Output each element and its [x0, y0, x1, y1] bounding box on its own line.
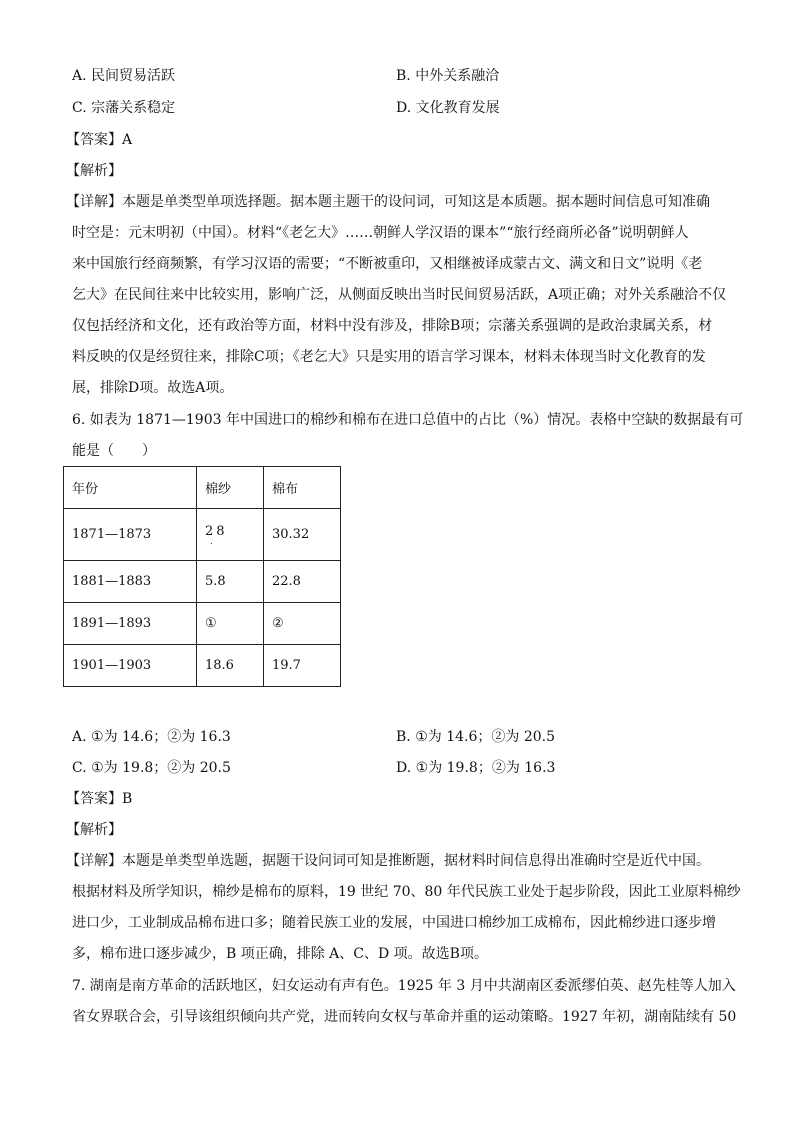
- q5-detail-line: 料反映的仅是经贸往来，排除C项；《老乞大》只是实用的语言学习课本，材料未体现当时文化教育的发: [72, 349, 706, 365]
- q5-detail-line: 来中国旅行经商频繁，有学习汉语的需要；“不断被重印，又相继被译成蒙古文、满文和日文”说明《老: [72, 256, 703, 272]
- q5-option-b: B. 中外关系融洽: [396, 68, 500, 84]
- table-header-cell: 年份: [64, 467, 197, 509]
- table-cell: 1901—1903: [64, 645, 197, 687]
- dot-mark: .: [210, 537, 213, 546]
- q7-stem-line: 省女界联合会，引导该组织倾向共产党，进而转向女权与革命并重的运动策略。1927 年初，湖南陆续有 50: [72, 1009, 737, 1025]
- q5-option-d: D. 文化教育发展: [396, 100, 500, 116]
- q5-detail-line: 仅包括经济和文化，还有政治等方面，材料中没有涉及，排除B项；宗藩关系强调的是政治隶属关系，材: [72, 318, 713, 334]
- table-cell: 1891—1893: [64, 603, 197, 645]
- q6-stem-line: 6. 如表为 1871—1903 年中国进口的棉纱和棉布在进口总值中的占比（%）情况。表格中空缺的数据最有可: [72, 412, 744, 428]
- table-cell: 1871—1873: [64, 509, 197, 561]
- table-cell-value: 28: [205, 524, 228, 539]
- table-row: [64, 603, 341, 645]
- table-header-cell: 棉纱: [197, 467, 264, 509]
- q5-option-c: C. 宗藩关系稳定: [72, 100, 176, 116]
- table-cell: 5.8: [197, 561, 264, 603]
- q6-option-d: D. ①为 19.8；②为 16.3: [396, 760, 556, 776]
- table-header-cell: 棉布: [264, 467, 341, 509]
- q7-stem-line: 7. 湖南是南方革命的活跃地区，妇女运动有声有色。1925 年 3 月中共湖南区委派缪伯英、赵先桂等人加入: [72, 978, 736, 994]
- q6-detail-line: 进口少，工业制成品棉布进口多；随着民族工业的发展，中国进口棉纱加工成棉布，因此棉纱进口逐步增: [72, 915, 716, 931]
- q5-detail-line: 乞大》在民间往来中比较实用，影响广泛，从侧面反映出当时民间贸易活跃，A项正确；对外关系融洽不仅: [72, 287, 727, 303]
- q5-detail-line: 时空是：元末明初（中国）。材料“《老乞大》……朝鲜人学汉语的课本”“旅行经商所必备”说明朝鲜人: [72, 225, 689, 241]
- table-cell: 19.7: [264, 645, 341, 687]
- q6-analysis-label: 【解析】: [66, 822, 122, 838]
- table-cell: ①: [197, 603, 264, 645]
- table-cell: 30.32: [264, 509, 341, 561]
- q5-option-a: A. 民间贸易活跃: [72, 68, 176, 84]
- q6-answer: 【答案】B: [66, 791, 133, 807]
- table-header-row: [64, 467, 341, 509]
- q6-option-c: C. ①为 19.8；②为 20.5: [72, 760, 231, 776]
- table-cell: 1881—1883: [64, 561, 197, 603]
- q6-data-table: [63, 466, 341, 687]
- q6-option-b: B. ①为 14.6；②为 20.5: [396, 729, 555, 745]
- q5-detail-line: 展，排除D项。故选A项。: [72, 380, 234, 396]
- table-row: [64, 509, 341, 561]
- q6-detail-line: 【详解】本题是单类型单选题，据题干设问词可知是推断题，据材料时间信息得出准确时空是近代中国。: [66, 853, 710, 869]
- q6-detail-line: 多，棉布进口逐步减少，B 项正确，排除 A、C、D 项。故选B项。: [72, 946, 488, 962]
- q6-option-a: A. ①为 14.6；②为 16.3: [72, 729, 231, 745]
- q5-detail-line: 【详解】本题是单类型单项选择题。据本题主题干的设问词，可知这是本质题。据本题时间信息可知准确: [66, 194, 710, 210]
- table-cell: 18.6: [197, 645, 264, 687]
- q5-analysis-label: 【解析】: [66, 163, 122, 179]
- q5-answer: 【答案】A: [66, 132, 133, 148]
- table-cell: 22.8: [264, 561, 341, 603]
- q6-detail-line: 根据材料及所学知识，棉纱是棉布的原料，19 世纪 70、80 年代民族工业处于起步阶段，因此工业原料棉纱: [72, 884, 741, 900]
- q6-stem-line: 能是（ ）: [72, 443, 156, 459]
- table-cell: [197, 509, 264, 561]
- table-row: [64, 561, 341, 603]
- table-row: [64, 645, 341, 687]
- table-cell: ②: [264, 603, 341, 645]
